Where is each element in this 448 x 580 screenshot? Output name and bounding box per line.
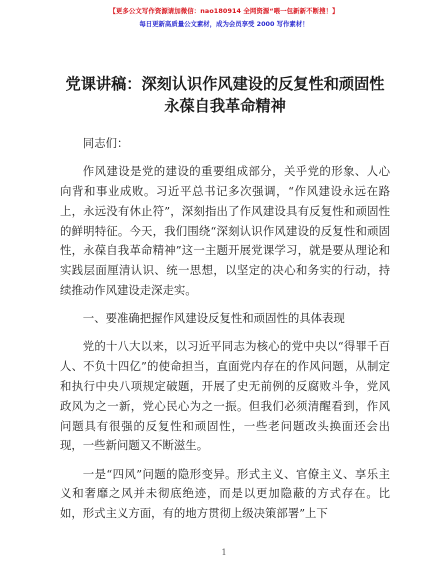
paragraph-section-1: 党的十八大以来，以习近平同志为核心的党中央以“得罪千百人、不负十四亿”的使命担当，直面党内存在的作风问题，从制定和执行中央八项规定破题，开展了史无前例的反腐败斗争，党风政风为之一新，党心民心为之一振。但我们必须清醒看到，作风问题具有很强的反复性和顽固性，一些老问题改头换面还会出现，一些新问题又不断滋生。 xyxy=(60,339,390,453)
document-body xyxy=(60,134,390,532)
section-heading: 一、要准确把握作风建设反复性和顽固性的具体表现 xyxy=(82,311,345,326)
document-title: 党课讲稿：深刻认识作风建设的反复性和顽固性永葆自我革命精神 xyxy=(65,75,385,115)
greeting: 同志们： xyxy=(82,136,129,150)
banner-line-blue: 每日更新高质量公文素材，成为会员享受 2000 写作素材！ xyxy=(139,20,309,28)
paragraph-point-1: 一是“四风”问题的隐形变异。形式主义、官僚主义、享乐主义和奢靡之风并未彻底绝迹，而是以更加隐蔽的方式存在。比如，形式主义方面，有的地方贯彻上级决策部署”上下 xyxy=(60,466,390,521)
banner-line-red: 【更多公文写作资源请加微信：nao180914 全网资源“喂一包新新不断搜！】 xyxy=(109,7,339,15)
promo-banner xyxy=(0,0,448,28)
page-number: 1 xyxy=(221,548,227,557)
paragraph-intro: 作风建设是党的建设的重要组成部分，关乎党的形象、人心向背和事业成败。习近平总书记多次强调，“作风建设永远在路上，永远没有休止符”，深刻指出了作风建设具有反复性和顽固性的鲜明特征。今天，我们围绕“深刻认识作风建设的反复性和顽固性，永葆自我革命精神”这一主题开展党课学习，就是要从理论和实践层面厘清认识、统一思想，以坚定的决心和务实的行动，持续推动作风建设走深走实。 xyxy=(60,164,390,297)
